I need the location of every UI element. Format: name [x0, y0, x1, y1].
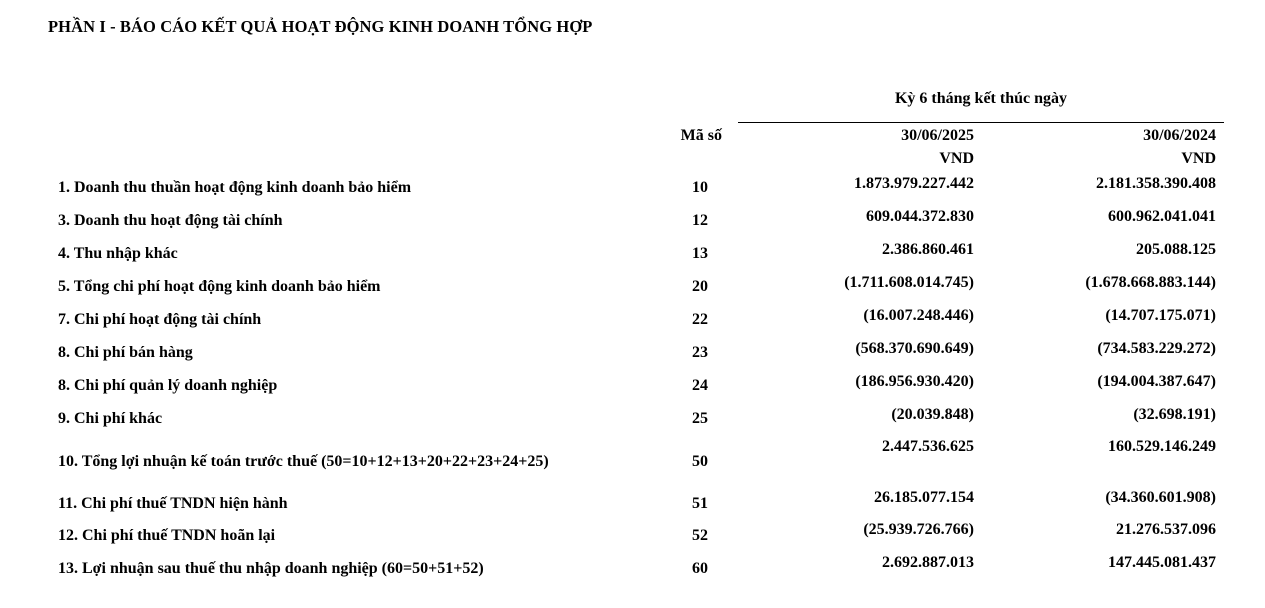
row-code: 20 [692, 278, 708, 295]
row-label: 11. Chi phí thuế TNDN hiện hành [58, 495, 288, 512]
column-2024-date: 30/06/2024 [1143, 127, 1216, 144]
row-label: 12. Chi phí thuế TNDN hoãn lại [58, 527, 276, 544]
row-value-2024: 2.181.358.390.408 [1096, 175, 1216, 192]
row-value-2024: (194.004.387.647) [1097, 373, 1216, 390]
row-value-2024: (34.360.601.908) [1105, 489, 1216, 506]
row-value-2025: (568.370.690.649) [855, 340, 974, 357]
row-value-2024: (32.698.191) [1133, 406, 1216, 423]
row-code: 22 [692, 311, 708, 328]
row-value-2025: 2.447.536.625 [882, 438, 974, 455]
row-value-2024: 160.529.146.249 [1108, 438, 1216, 455]
row-code: 12 [692, 212, 708, 229]
row-label: 5. Tổng chi phí hoạt động kinh doanh bảo hiểm [58, 278, 381, 295]
row-code: 60 [692, 560, 708, 577]
row-value-2025: 609.044.372.830 [866, 208, 974, 225]
row-label: 4. Thu nhập khác [58, 245, 178, 262]
table-row [0, 175, 1265, 199]
table-row [0, 373, 1265, 397]
row-code: 52 [692, 527, 708, 544]
table-row [0, 406, 1265, 430]
row-value-2024: 600.962.041.041 [1108, 208, 1216, 225]
row-value-2025: 26.185.077.154 [874, 489, 974, 506]
row-label: 7. Chi phí hoạt động tài chính [58, 311, 262, 328]
period-divider [738, 122, 1224, 123]
row-label: 8. Chi phí quản lý doanh nghiệp [58, 377, 278, 394]
row-value-2025: 2.386.860.461 [882, 241, 974, 258]
row-code: 13 [692, 245, 708, 262]
row-value-2025: 2.692.887.013 [882, 554, 974, 571]
row-code: 23 [692, 344, 708, 361]
row-label: 13. Lợi nhuận sau thuế thu nhập doanh nghiệp (60=50+51+52) [58, 560, 484, 577]
row-label: 10. Tổng lợi nhuận kế toán trước thuế (50=10+12+13+20+22+23+24+25) [58, 453, 549, 470]
row-label: 8. Chi phí bán hàng [58, 344, 193, 361]
row-code: 10 [692, 179, 708, 196]
column-2025-date: 30/06/2025 [901, 127, 974, 144]
table-row [0, 554, 1265, 578]
period-header: Kỳ 6 tháng kết thúc ngày [894, 90, 1068, 107]
row-label: 9. Chi phí khác [58, 410, 163, 427]
row-code: 25 [692, 410, 708, 427]
code-column-header: Mã số [680, 127, 722, 144]
row-value-2024: 21.276.537.096 [1116, 521, 1216, 538]
row-value-2024: 205.088.125 [1136, 241, 1216, 258]
column-2024-unit: VND [1181, 150, 1216, 167]
row-value-2025: (16.007.248.446) [863, 307, 974, 324]
row-code: 24 [692, 377, 708, 394]
row-value-2024: (14.707.175.071) [1105, 307, 1216, 324]
row-value-2025: (186.956.930.420) [855, 373, 974, 390]
row-value-2025: (25.939.726.766) [863, 521, 974, 538]
table-row [0, 274, 1265, 298]
report-title: PHẦN I - BÁO CÁO KẾT QUẢ HOẠT ĐỘNG KINH DOANH TỔNG HỢP [48, 17, 593, 36]
row-label: 3. Doanh thu hoạt động tài chính [58, 212, 283, 229]
row-value-2024: (734.583.229.272) [1097, 340, 1216, 357]
table-row [0, 340, 1265, 364]
table-row [0, 208, 1265, 232]
row-value-2024: (1.678.668.883.144) [1085, 274, 1216, 291]
row-value-2025: 1.873.979.227.442 [854, 175, 974, 192]
table-row [0, 489, 1265, 513]
row-value-2024: 147.445.081.437 [1108, 554, 1216, 571]
row-code: 50 [692, 453, 708, 470]
table-row [0, 438, 1265, 474]
row-value-2025: (1.711.608.014.745) [844, 274, 974, 291]
row-code: 51 [692, 495, 708, 512]
table-row [0, 241, 1265, 265]
column-2025-unit: VND [939, 150, 974, 167]
row-value-2025: (20.039.848) [891, 406, 974, 423]
table-row [0, 307, 1265, 331]
table-row [0, 521, 1265, 545]
row-label: 1. Doanh thu thuần hoạt động kinh doanh bảo hiểm [58, 179, 412, 196]
